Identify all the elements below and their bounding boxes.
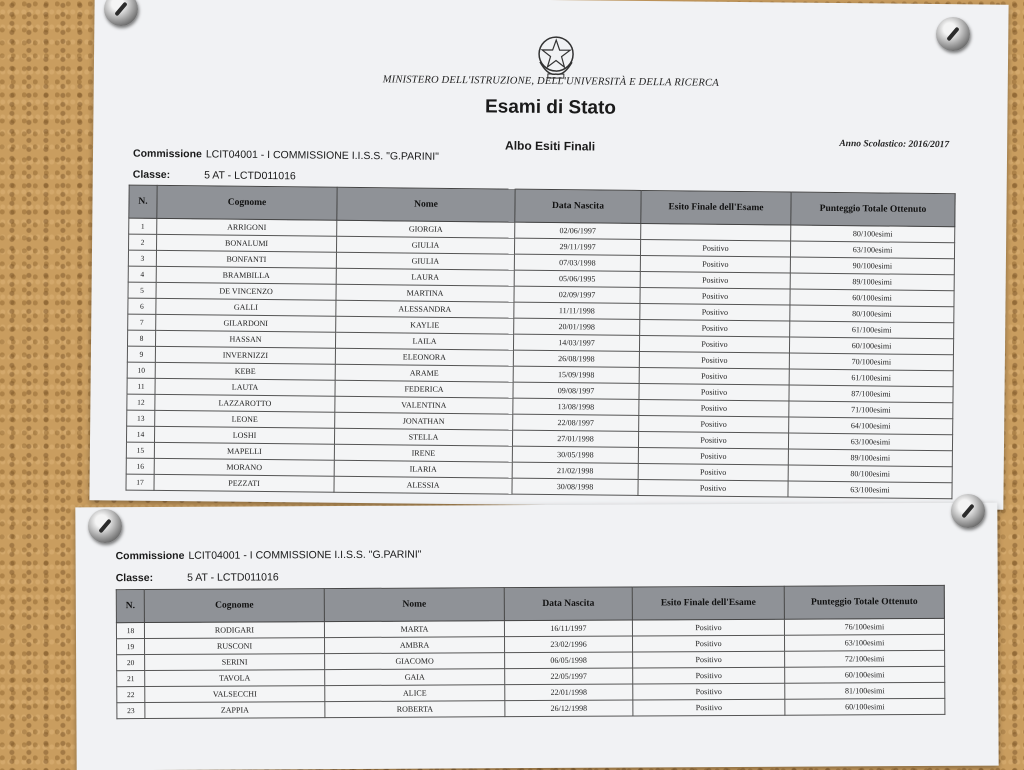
table-cell: 20/01/1998 bbox=[514, 318, 640, 335]
table-cell: PEZZATI bbox=[154, 474, 334, 492]
table-cell: 81/100esimi bbox=[785, 682, 945, 699]
table-cell: 60/100esimi bbox=[785, 666, 945, 683]
column-header: Cognome bbox=[144, 589, 324, 623]
column-header: Data Nascita bbox=[515, 189, 641, 223]
table-cell: 22/01/1998 bbox=[505, 684, 633, 701]
table-cell: ALESSIA bbox=[334, 476, 512, 494]
table-cell: 17 bbox=[126, 474, 154, 490]
table-cell: 1 bbox=[129, 218, 157, 234]
column-header: Esito Finale dell'Esame bbox=[632, 586, 784, 620]
table-cell: KAYLIE bbox=[336, 316, 514, 334]
table-cell: Positivo bbox=[638, 431, 788, 449]
table-cell: Positivo bbox=[639, 351, 789, 369]
table-cell: 18 bbox=[116, 623, 144, 639]
commission-label: Commissione bbox=[132, 147, 202, 161]
table-cell: 87/100esimi bbox=[789, 385, 953, 403]
class-label: Classe: bbox=[115, 572, 154, 585]
table-cell: 10 bbox=[127, 362, 155, 378]
table-cell: 26/08/1998 bbox=[513, 350, 639, 367]
column-header: Nome bbox=[324, 588, 504, 622]
table-cell: 60/100esimi bbox=[785, 698, 945, 715]
results-table-page-2 bbox=[116, 585, 946, 719]
column-header: Punteggio Totale Ottenuto bbox=[791, 192, 955, 227]
table-cell: Positivo bbox=[639, 415, 789, 433]
column-header: Data Nascita bbox=[504, 587, 632, 621]
table-cell: 5 bbox=[128, 282, 156, 298]
table-cell: GIORGIA bbox=[337, 220, 515, 238]
page-subtitle: Albo Esiti Finali bbox=[505, 138, 596, 154]
table-cell: ZAPPIA bbox=[145, 702, 325, 719]
table-cell: 80/100esimi bbox=[790, 305, 954, 323]
table-cell: 13/08/1998 bbox=[513, 398, 639, 415]
column-header: Nome bbox=[337, 187, 515, 222]
table-cell: GALLI bbox=[156, 298, 336, 316]
table-cell: 05/06/1995 bbox=[514, 270, 640, 287]
table-cell: 23/02/1996 bbox=[505, 636, 633, 653]
results-sheet-page-2 bbox=[75, 503, 998, 770]
thumbtack-pin-icon bbox=[936, 17, 970, 51]
table-cell: 60/100esimi bbox=[789, 337, 953, 355]
table-cell: Positivo bbox=[640, 271, 790, 289]
table-cell: 23 bbox=[117, 703, 145, 719]
class-line bbox=[116, 571, 279, 584]
class-value: 5 AT - LCTD011016 bbox=[204, 169, 296, 183]
table-cell: 63/100esimi bbox=[788, 481, 952, 499]
table-cell: BONFANTI bbox=[156, 250, 336, 268]
table-cell: ALESSANDRA bbox=[336, 300, 514, 318]
table-cell: Positivo bbox=[640, 255, 790, 273]
table-cell: GIULIA bbox=[336, 252, 514, 270]
table-cell: 12 bbox=[127, 394, 155, 410]
table-cell: FEDERICA bbox=[335, 380, 513, 398]
table-cell: LEONE bbox=[155, 410, 335, 428]
table-cell: 26/12/1998 bbox=[505, 700, 633, 717]
table-cell: GIULIA bbox=[336, 236, 514, 254]
table-cell: DE VINCENZO bbox=[156, 282, 336, 300]
table-cell: MAPELLI bbox=[154, 442, 334, 460]
table-cell: ARAME bbox=[335, 364, 513, 382]
table-cell: LAILA bbox=[335, 332, 513, 350]
column-header: Esito Finale dell'Esame bbox=[641, 190, 791, 225]
table-cell: Positivo bbox=[632, 619, 784, 636]
table-cell: 02/09/1997 bbox=[514, 286, 640, 303]
table-cell: 15/09/1998 bbox=[513, 366, 639, 383]
table-cell: 7 bbox=[128, 314, 156, 330]
table-cell: ILARIA bbox=[334, 460, 512, 478]
column-header: N. bbox=[116, 590, 144, 623]
table-cell: Positivo bbox=[639, 399, 789, 417]
table-cell: 21 bbox=[117, 671, 145, 687]
commission-value: LCIT04001 - I COMMISSIONE I.I.S.S. "G.PARINI" bbox=[188, 548, 422, 562]
table-cell: 02/06/1997 bbox=[515, 222, 641, 239]
table-cell: 20 bbox=[117, 655, 145, 671]
commission-line bbox=[116, 549, 422, 563]
results-sheet-page-1 bbox=[89, 0, 1008, 510]
table-cell: 29/11/1997 bbox=[514, 238, 640, 255]
page-title: Esami di Stato bbox=[484, 96, 617, 119]
table-cell: AMBRA bbox=[325, 637, 505, 654]
table-cell: 89/100esimi bbox=[790, 273, 954, 291]
italian-republic-emblem-icon bbox=[534, 32, 579, 80]
table-cell: KEBE bbox=[155, 362, 335, 380]
class-label: Classe: bbox=[132, 168, 171, 182]
table-cell: Positivo bbox=[632, 635, 784, 652]
table-cell: Positivo bbox=[638, 479, 788, 497]
table-cell: 64/100esimi bbox=[789, 417, 953, 435]
table-cell: 22 bbox=[117, 687, 145, 703]
table-cell: IRENE bbox=[334, 444, 512, 462]
table-cell: LOSHI bbox=[154, 426, 334, 444]
table-cell: 15 bbox=[126, 442, 154, 458]
table-cell: MORANO bbox=[154, 458, 334, 476]
ministry-heading: MINISTERO DELL'ISTRUZIONE, DELL'UNIVERSITÀ E DELLA RICERCA bbox=[382, 74, 719, 89]
table-cell: MARTINA bbox=[336, 284, 514, 302]
table-cell: GIACOMO bbox=[325, 653, 505, 670]
table-cell: VALENTINA bbox=[335, 396, 513, 414]
table-cell: 9 bbox=[127, 346, 155, 362]
table-cell: Positivo bbox=[639, 335, 789, 353]
commission-value: LCIT04001 - I COMMISSIONE I.I.S.S. "G.PARINI" bbox=[205, 148, 439, 163]
thumbtack-pin-icon bbox=[951, 494, 985, 528]
table-cell: RUSCONI bbox=[145, 638, 325, 655]
class-value: 5 AT - LCTD011016 bbox=[187, 571, 279, 584]
results-table-page-1 bbox=[125, 185, 955, 500]
table-cell: Positivo bbox=[639, 383, 789, 401]
table-cell: Positivo bbox=[638, 447, 788, 465]
table-cell: JONATHAN bbox=[335, 412, 513, 430]
column-header: Punteggio Totale Ottenuto bbox=[784, 585, 944, 619]
table-cell: Positivo bbox=[633, 699, 785, 716]
table-header-row bbox=[116, 585, 944, 622]
table-cell: Positivo bbox=[633, 683, 785, 700]
table-cell: 06/05/1998 bbox=[505, 652, 633, 669]
table-cell: 30/05/1998 bbox=[512, 446, 638, 463]
table-cell: 61/100esimi bbox=[790, 321, 954, 339]
table-cell: 76/100esimi bbox=[784, 618, 944, 635]
table-cell: 89/100esimi bbox=[788, 449, 952, 467]
school-year: Anno Scolastico: 2016/2017 bbox=[839, 139, 950, 151]
table-cell: 72/100esimi bbox=[785, 650, 945, 667]
table-cell: HASSAN bbox=[155, 330, 335, 348]
column-header: Cognome bbox=[157, 185, 337, 220]
class-line bbox=[133, 169, 296, 183]
table-cell: 6 bbox=[128, 298, 156, 314]
table-cell: GILARDONI bbox=[156, 314, 336, 332]
table-cell: SERINI bbox=[145, 654, 325, 671]
table-cell: Positivo bbox=[633, 667, 785, 684]
table-cell: LAUTA bbox=[155, 378, 335, 396]
table-cell: VALSECCHI bbox=[145, 686, 325, 703]
table-cell: 80/100esimi bbox=[791, 225, 955, 243]
table-cell: 63/100esimi bbox=[784, 634, 944, 651]
table-cell: 63/100esimi bbox=[790, 241, 954, 259]
table-cell: Positivo bbox=[640, 319, 790, 337]
table-cell: 11 bbox=[127, 378, 155, 394]
commission-line bbox=[133, 148, 439, 163]
table-cell: TAVOLA bbox=[145, 670, 325, 687]
table-cell: 11/11/1998 bbox=[514, 302, 640, 319]
table-cell: 63/100esimi bbox=[788, 433, 952, 451]
table-cell: 2 bbox=[129, 234, 157, 250]
table-cell: Positivo bbox=[639, 367, 789, 385]
table-cell: ROBERTA bbox=[325, 701, 505, 718]
table-cell: 70/100esimi bbox=[789, 353, 953, 371]
table-cell: BRAMBILLA bbox=[156, 266, 336, 284]
table-row bbox=[117, 698, 945, 718]
thumbtack-pin-icon bbox=[88, 509, 122, 543]
table-cell: Positivo bbox=[640, 303, 790, 321]
commission-label: Commissione bbox=[115, 549, 185, 563]
table-cell: Positivo bbox=[640, 239, 790, 257]
table-cell: 19 bbox=[117, 639, 145, 655]
table-cell: Positivo bbox=[633, 651, 785, 668]
table-cell: 4 bbox=[128, 266, 156, 282]
table-cell: RODIGARI bbox=[144, 622, 324, 639]
table-cell: 61/100esimi bbox=[789, 369, 953, 387]
table-cell: INVERNIZZI bbox=[155, 346, 335, 364]
table-cell: MARTA bbox=[324, 621, 504, 638]
table-cell: 21/02/1998 bbox=[512, 462, 638, 479]
table-cell: 14 bbox=[126, 426, 154, 442]
table-cell: STELLA bbox=[334, 428, 512, 446]
table-cell: ELEONORA bbox=[335, 348, 513, 366]
table-cell bbox=[641, 223, 791, 241]
table-cell: 71/100esimi bbox=[789, 401, 953, 419]
table-cell: 90/100esimi bbox=[790, 257, 954, 275]
table-cell: ALICE bbox=[325, 685, 505, 702]
table-cell: 22/08/1997 bbox=[513, 414, 639, 431]
table-cell: 8 bbox=[127, 330, 155, 346]
table-cell: 80/100esimi bbox=[788, 465, 952, 483]
table-cell: 22/05/1997 bbox=[505, 668, 633, 685]
column-header: N. bbox=[129, 185, 157, 218]
table-cell: LAZZAROTTO bbox=[155, 394, 335, 412]
table-cell: 60/100esimi bbox=[790, 289, 954, 307]
table-cell: GAIA bbox=[325, 669, 505, 686]
table-cell: 16 bbox=[126, 458, 154, 474]
table-cell: BONALUMI bbox=[157, 234, 337, 252]
table-cell: ARRIGONI bbox=[157, 218, 337, 236]
table-cell: 13 bbox=[127, 410, 155, 426]
table-cell: 3 bbox=[128, 250, 156, 266]
table-cell: 07/03/1998 bbox=[514, 254, 640, 271]
table-cell: 16/11/1997 bbox=[504, 620, 632, 637]
table-cell: LAURA bbox=[336, 268, 514, 286]
table-cell: Positivo bbox=[638, 463, 788, 481]
table-cell: 30/08/1998 bbox=[512, 478, 638, 495]
table-cell: 09/08/1997 bbox=[513, 382, 639, 399]
table-cell: 14/03/1997 bbox=[513, 334, 639, 351]
table-cell: Positivo bbox=[640, 287, 790, 305]
table-cell: 27/01/1998 bbox=[512, 430, 638, 447]
